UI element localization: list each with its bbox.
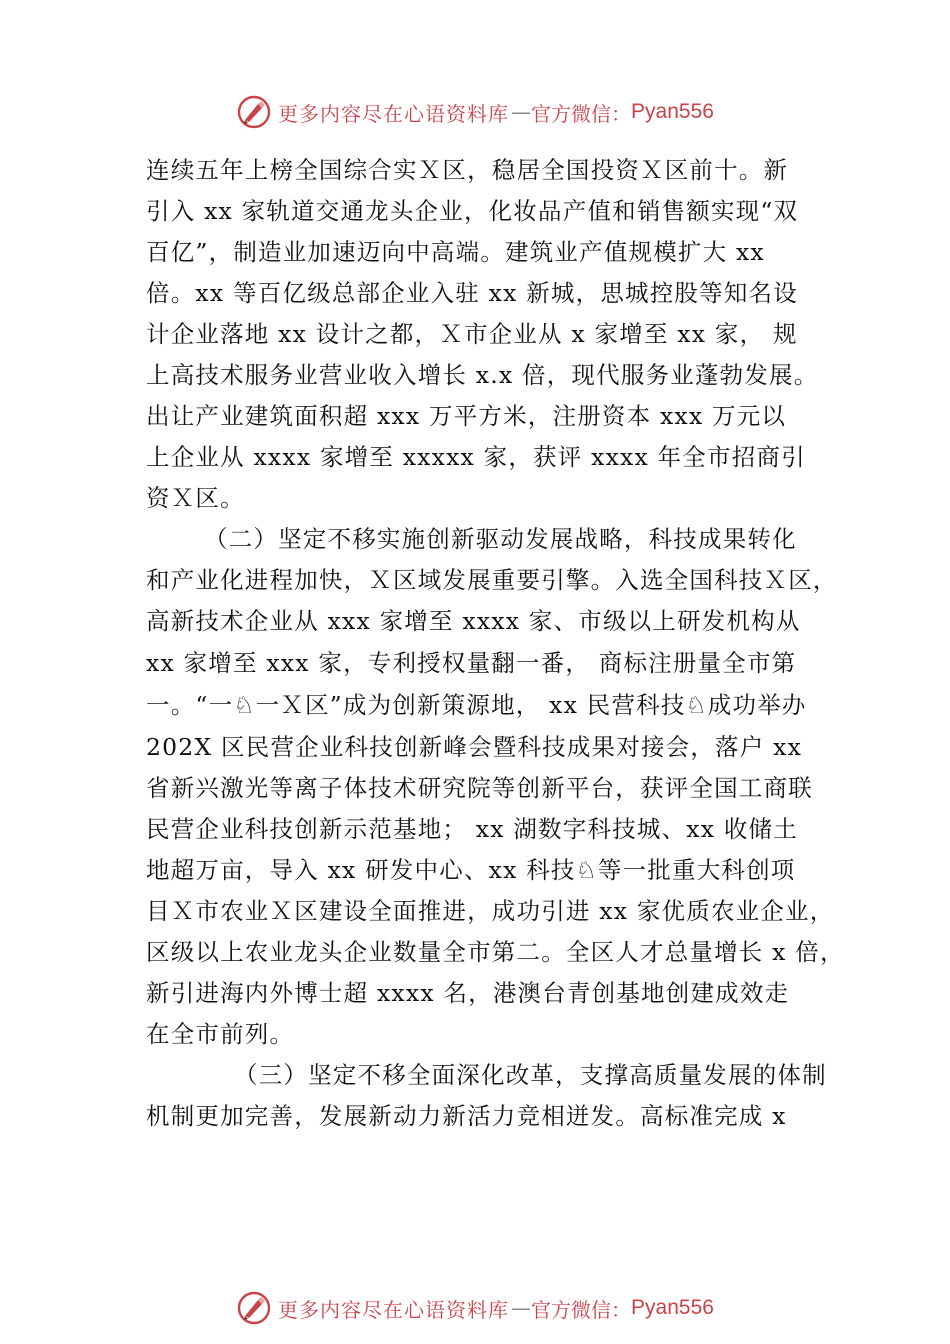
body-line: 新引进海内外博士超 xxxx 名，港澳台青创基地创建成效走 [146,979,790,1007]
body-line: 出让产业建筑面积超 xxx 万平方米，注册资本 xxx 万元以 [146,402,787,430]
brand-text: 更多内容尽在心语资料库 [278,101,510,126]
brand-text: 更多内容尽在心语资料库 [278,1297,510,1322]
body-line: 目Ｘ市农业Ｘ区建设全面推进，成功引进 xx 家优质农业企业， [146,897,835,925]
body-line: 高新技术企业从 xxx 家增至 xxxx 家、市级以上研发机构从 [146,607,801,635]
banner-separator: — [511,1296,532,1320]
body-line: 连续五年上榜全国综合实Ｘ区，稳居全国投资Ｘ区前十。新 [146,156,789,184]
body-line: 202X 区民营企业科技创新峰会暨科技成果对接会，落户 xx [146,733,803,761]
section-heading-2: （二）坚定不移实施创新驱动发展战略，科技成果转化 [204,525,797,553]
body-line: 和产业化进程加快，Ｘ区域发展重要引擎。入选全国科技Ｘ区， [146,566,838,594]
wechat-handle: Pyan556 [631,100,714,123]
footer-banner [0,1288,950,1328]
body-line: 机制更加完善，发展新动力新活力竞相迸发。高标准完成 x [146,1102,787,1130]
wechat-label: 官方微信： [531,1297,632,1322]
body-line: 资Ｘ区。 [146,484,245,512]
body-line: 省新兴激光等离子体技术研究院等创新平台，获评全国工商联 [146,774,813,802]
body-line: 百亿”，制造业加速迈向中高端。建筑业产值规模扩大 xx [146,238,765,266]
wechat-handle: Pyan556 [631,1296,714,1319]
section-heading-3: （三）坚定不移全面深化改革，支撑高质量发展的体制 [234,1061,827,1089]
body-line: 计企业落地 xx 设计之都，Ｘ市企业从 x 家增至 xx 家， 规 [146,320,798,348]
body-line: 引入 xx 家轨道交通龙头企业，化妆品产值和销售额实现“双 [146,197,799,225]
body-line: 上企业从 xxxx 家增至 xxxxx 家，获评 xxxx 年全市招商引 [146,443,806,471]
wechat-label: 官方微信： [531,101,632,126]
body-line: 区级以上农业龙头企业数量全市第二。全区人才总量增长 x 倍， [146,938,845,966]
body-line: 在全市前列。 [146,1020,295,1048]
body-line: xx 家增至 xxx 家，专利授权量翻一番， 商标注册量全市第 [146,649,797,677]
body-line: 上高技术服务业营业收入增长 x.x 倍，现代服务业蓬勃发展。 [146,361,819,389]
banner-separator: — [511,100,532,124]
body-line: 倍。xx 等百亿级总部企业入驻 xx 新城，思城控股等知名设 [146,279,798,307]
brand-logo-icon [236,1290,272,1326]
body-line: 一。“一♘一Ｘ区”成为创新策源地， xx 民营科技♘成功举办 [146,691,807,719]
body-line: 地超万亩，导入 xx 研发中心、xx 科技♘等一批重大科创项 [146,856,796,884]
body-line: 民营企业科技创新示范基地； xx 湖数字科技城、xx 收储土 [146,815,798,843]
